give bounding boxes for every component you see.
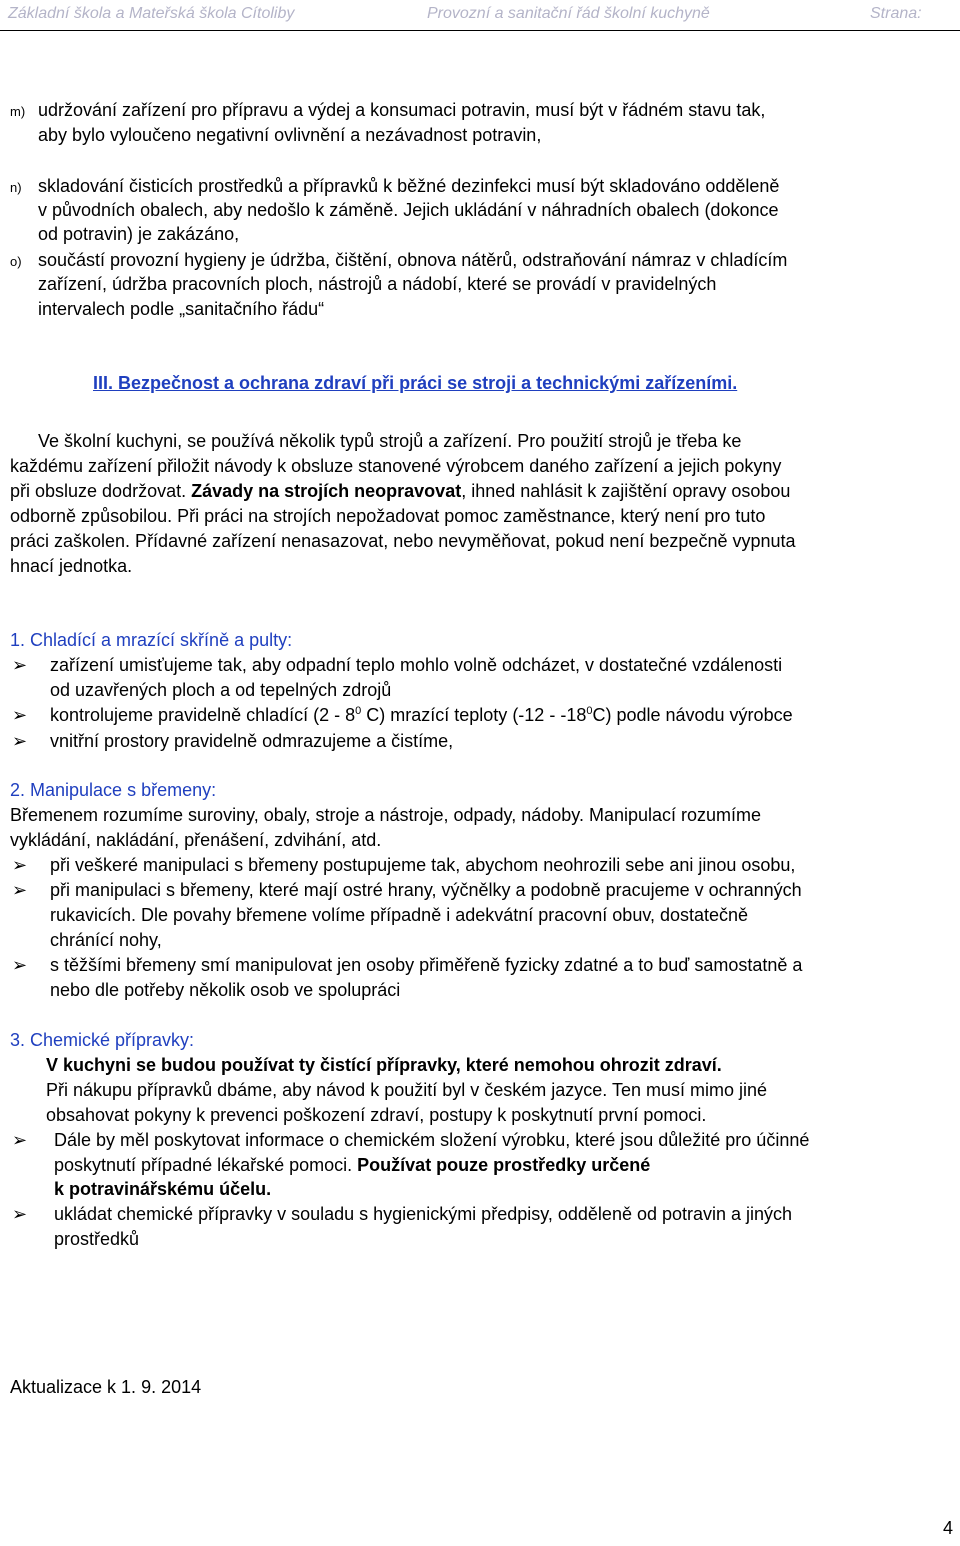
bullet-text — [50, 703, 793, 727]
paragraph-line: každému zařízení přiložit návody k obsluze stanovené výrobcem daného zařízení a jejich pokyny — [10, 456, 782, 476]
superscript: 0 — [586, 705, 593, 717]
text-run: , ihned nahlásit k zajištění opravy osobou — [461, 481, 791, 501]
text-run: při obsluze dodržovat. — [10, 481, 192, 501]
bullet-arrow-icon: ➢ — [12, 731, 28, 751]
bullet-text: Dále by měl poskytovat informace o chemickém složení výrobku, které jsou důležité pro účinné — [54, 1130, 810, 1150]
bullet-text: rukavicích. Dle povahy břemene volíme případně i adekvátní pracovní obuv, dostatečně — [50, 905, 749, 925]
text-run: C) mrazící teploty (-12 - -18 — [361, 705, 587, 725]
item-marker: n) — [10, 180, 22, 195]
header-page-label: Strana: — [870, 5, 922, 22]
item-n — [10, 174, 22, 200]
header-title: Provozní a sanitační řád školní kuchyně — [427, 5, 710, 22]
subsection-heading-cooling: 1. Chladící a mrazící skříně a pulty: — [10, 630, 293, 650]
page-number: 4 — [943, 1518, 954, 1538]
text-run: C) podle návodu výrobce — [592, 705, 793, 725]
paragraph-line: práci zaškolen. Přídavné zařízení nenasazovat, nebo nevyměňovat, pokud není bezpečně vypnuta — [10, 531, 796, 551]
item-marker: m) — [10, 104, 26, 119]
text-run: kontrolujeme pravidelně chladící (2 - 8 — [50, 705, 356, 725]
item-marker: o) — [10, 254, 22, 269]
paragraph-line — [10, 479, 790, 503]
text-run: poskytnutí případné lékařské pomoci. — [54, 1155, 358, 1175]
item-n-line1: skladování čisticích prostředků a přípravků k běžné dezinfekci musí být skladováno odděleně — [38, 176, 780, 196]
bullet-text: prostředků — [54, 1229, 140, 1249]
bullet-text: zařízení umisťujeme tak, aby odpadní teplo mohlo volně odcházet, v dostatečné vzdálenosti — [50, 655, 783, 675]
bullet-arrow-icon: ➢ — [12, 1204, 28, 1224]
bold-run: Používat pouze prostředky určené — [357, 1155, 651, 1175]
page-header — [0, 0, 960, 31]
item-o-line2: zařízení, údržba pracovních ploch, nástrojů a nádobí, které se provádí v pravidelných — [38, 274, 717, 294]
item-o — [10, 248, 22, 274]
paragraph-line: obsahovat pokyny k prevenci poškození zdraví, postupy k poskytnutí první pomoci. — [46, 1105, 707, 1125]
bullet-text: s těžšími břemeny smí manipulovat jen osoby přiměřeně fyzicky zdatné a to buď samostatně a — [50, 955, 803, 975]
bullet-text: k potravinářskému účelu. — [54, 1179, 272, 1199]
header-school: Základní škola a Mateřská škola Cítoliby — [8, 5, 295, 22]
bullet-text: při manipulaci s břemeny, které mají ostré hrany, výčnělky a podobně pracujeme v ochranných — [50, 880, 802, 900]
subsection-heading-loads: 2. Manipulace s břemeny: — [10, 780, 217, 800]
bullet-text: ukládat chemické přípravky v souladu s hygienickými předpisy, odděleně od potravin a jiných — [54, 1204, 793, 1224]
bullet-text: vnitřní prostory pravidelně odmrazujeme a čistíme, — [50, 731, 454, 751]
item-n-line3: od potravin) je zakázáno, — [38, 224, 240, 244]
paragraph-line: Břemenem rozumíme suroviny, obaly, stroje a nástroje, odpady, nádoby. Manipulací rozumíme — [10, 805, 762, 825]
item-m — [10, 98, 25, 124]
bullet-text: chránící nohy, — [50, 930, 162, 950]
bullet-text: od uzavřených ploch a od tepelných zdrojů — [50, 680, 392, 700]
paragraph-line: hnací jednotka. — [10, 556, 133, 576]
bullet-arrow-icon: ➢ — [12, 880, 28, 900]
paragraph-line: Ve školní kuchyni, se používá několik typů strojů a zařízení. Pro použití strojů je třeba ke — [38, 431, 742, 451]
bullet-text: nebo dle potřeby několik osob ve spolupráci — [50, 980, 401, 1000]
bullet-arrow-icon: ➢ — [12, 655, 28, 675]
bullet-arrow-icon: ➢ — [12, 855, 28, 875]
item-n-line2: v původních obalech, aby nedošlo k záměně. Jejich ukládání v náhradních obalech (dokonce — [38, 200, 779, 220]
bold-statement: V kuchyni se budou používat ty čistící přípravky, které nemohou ohrozit zdraví. — [46, 1055, 722, 1075]
bold-warning: Závady na strojích neopravovat — [191, 481, 462, 501]
section-heading: III. Bezpečnost a ochrana zdraví při práci se stroji a technickými zařízeními. — [93, 373, 738, 393]
item-o-line1: součástí provozní hygieny je údržba, čištění, obnova nátěrů, odstraňování námraz v chladícím — [38, 250, 788, 270]
paragraph-line: Při nákupu přípravků dbáme, aby návod k použití byl v českém jazyce. Ten musí mimo jiné — [46, 1080, 768, 1100]
bullet-arrow-icon: ➢ — [12, 1130, 28, 1150]
item-o-line3: intervalech podle „sanitačního řádu“ — [38, 299, 325, 319]
bullet-arrow-icon: ➢ — [12, 705, 28, 725]
item-m-line1: udržování zařízení pro přípravu a výdej a konsumaci potravin, musí být v řádném stavu tak, — [38, 100, 766, 120]
paragraph-line: odborně způsobilou. Při práci na strojích nepožadovat pomoc zaměstnance, který není pro tuto — [10, 506, 766, 526]
subsection-heading-chemicals: 3. Chemické přípravky: — [10, 1030, 195, 1050]
item-m-line2: aby bylo vyloučeno negativní ovlivnění a nezávadnost potravin, — [38, 125, 542, 145]
superscript: 0 — [355, 705, 362, 717]
paragraph-line: vykládání, nakládání, přenášení, zdvihání, atd. — [10, 830, 382, 850]
bullet-text — [54, 1153, 650, 1177]
update-date: Aktualizace k 1. 9. 2014 — [10, 1377, 202, 1397]
bullet-text: při veškeré manipulaci s břemeny postupujeme tak, abychom neohrozili sebe ani jinou osobu, — [50, 855, 796, 875]
bullet-arrow-icon: ➢ — [12, 955, 28, 975]
